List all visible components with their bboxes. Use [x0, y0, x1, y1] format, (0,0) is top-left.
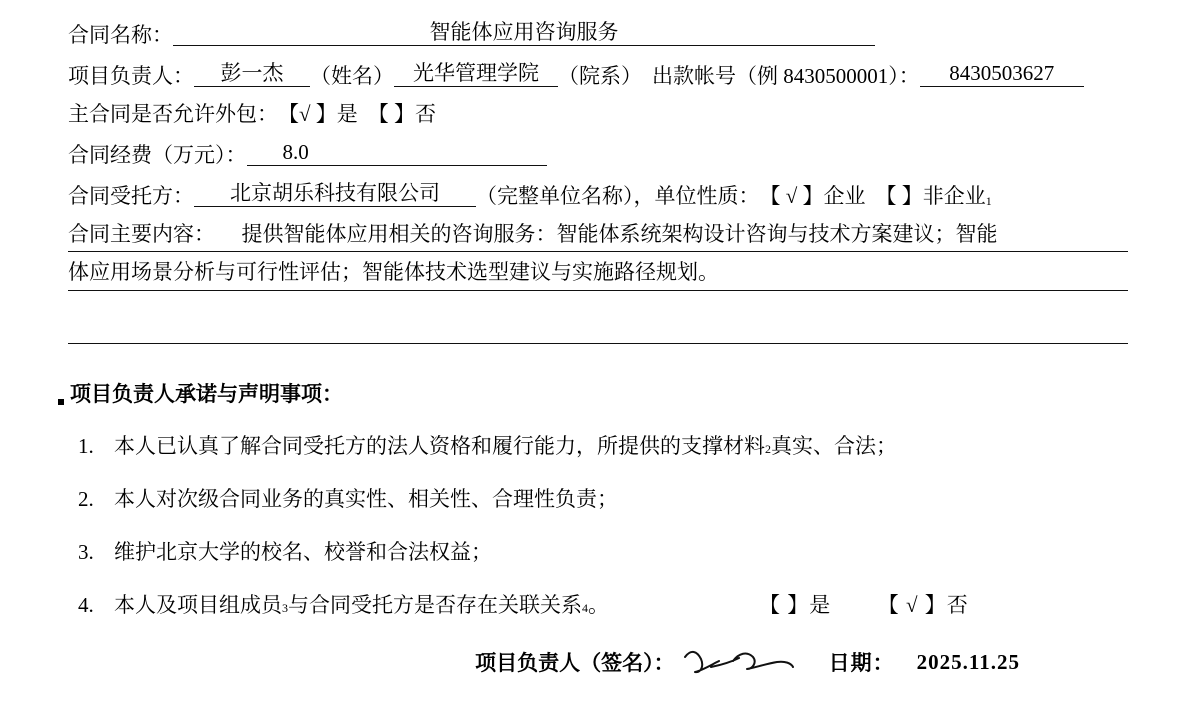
signature-date-label: 日期：: [828, 651, 895, 675]
list-item-text-mid: 与合同受托方是否存在关联关系: [288, 593, 582, 617]
signature-date-value[interactable]: 2025.11.25: [916, 649, 1020, 674]
footnote-marker: 2: [765, 442, 771, 456]
signature-handwriting[interactable]: [681, 645, 801, 679]
list-item-text-tail: 真实、合法；: [771, 434, 897, 458]
footnote-marker: 3: [282, 601, 288, 615]
list-item-text: 维护北京大学的校名、校誉和合法权益；: [114, 540, 492, 564]
party-type-footnote-marker: 1: [985, 194, 992, 208]
contract-content-line-1: [68, 224, 1128, 252]
list-item-number: 3.: [78, 540, 94, 564]
entrusted-party-note: （完整单位名称），单位性质：: [476, 184, 760, 208]
commitment-title-text: 项目负责人承诺与声明事项：: [70, 382, 343, 406]
project-leader-row: [68, 63, 1128, 87]
bullet-icon: [58, 399, 64, 405]
contract-name-value[interactable]: 智能体应用咨询服务: [173, 22, 875, 46]
signature-label: 项目负责人（签名）：: [475, 651, 675, 675]
account-label: 出款帐号（例 8430500001）：: [652, 64, 920, 88]
list-item-number: 2.: [78, 487, 94, 511]
project-leader-dept[interactable]: 光华管理学院: [394, 63, 558, 87]
list-item: [68, 483, 1128, 513]
outsource-label: 主合同是否允许外包：: [68, 102, 278, 126]
contract-fee-row: [68, 142, 1128, 166]
contract-fee-label: 合同经费（万元）：: [68, 143, 247, 167]
relation-yes-checkbox[interactable]: 【 】是: [759, 593, 832, 617]
leader-name-note: （姓名）: [310, 64, 394, 88]
outsource-yes-checkbox[interactable]: 【√ 】是: [278, 102, 358, 126]
list-item-number: 4.: [78, 593, 94, 617]
list-item: [68, 589, 1128, 619]
project-leader-name[interactable]: 彭一杰: [194, 63, 310, 87]
contract-content-blank-line[interactable]: [68, 313, 1128, 344]
list-item: [68, 430, 1128, 460]
footnote-marker-2: 4: [582, 601, 588, 615]
list-item-text: 本人及项目组成员: [114, 593, 282, 617]
contract-name-label: 合同名称：: [68, 23, 173, 47]
list-item-text: 本人已认真了解合同受托方的法人资格和履行能力，所提供的支撑材料: [114, 434, 765, 458]
contract-content-block: [68, 224, 1128, 344]
entrusted-party-value[interactable]: 北京胡乐科技有限公司: [194, 183, 476, 207]
contract-fee-value[interactable]: 8.0: [247, 142, 547, 166]
contract-content-line-2: [68, 262, 1128, 291]
party-type-enterprise-checkbox[interactable]: 【 √ 】企业: [759, 184, 866, 208]
signature-row: [68, 645, 1128, 679]
contract-content-text-2[interactable]: 体应用场景分析与可行性评估；智能体技术选型建议与实施路径规划。: [68, 260, 719, 284]
commitment-section-title: [68, 378, 1128, 408]
project-leader-label: 项目负责人：: [68, 64, 194, 88]
relation-choice-group: [759, 589, 969, 619]
outsource-row: [68, 104, 1128, 125]
outsource-no-checkbox[interactable]: 【 】否: [367, 102, 437, 126]
list-item: [68, 536, 1128, 566]
list-item-text-tail: 。: [588, 593, 609, 617]
list-item-text: 本人对次级合同业务的真实性、相关性、合理性负责；: [114, 487, 618, 511]
relation-no-checkbox[interactable]: 【 √ 】否: [877, 593, 969, 617]
commitment-list: [68, 430, 1128, 619]
account-value[interactable]: 8430503627: [920, 63, 1084, 87]
entrusted-party-label: 合同受托方：: [68, 184, 194, 208]
leader-dept-note: （院系）: [558, 64, 642, 88]
list-item-number: 1.: [78, 434, 94, 458]
contract-name-row: [68, 22, 1128, 46]
entrusted-party-row: [68, 183, 1128, 207]
contract-content-label: 合同主要内容：: [68, 222, 215, 246]
contract-content-text-1[interactable]: 提供智能体应用相关的咨询服务：智能体系统架构设计咨询与技术方案建议；智能: [241, 222, 998, 246]
party-type-non-enterprise-checkbox[interactable]: 【 】非企业: [875, 184, 986, 208]
